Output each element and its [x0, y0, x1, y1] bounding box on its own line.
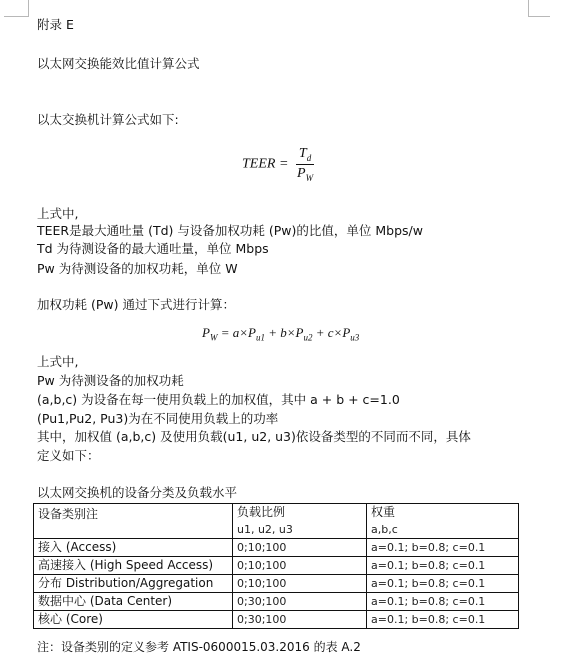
- teer-lhs: TEER: [242, 156, 276, 172]
- teer-denominator: $P_W$: [297, 165, 314, 183]
- pw-term-c: $c\times P_{u3}$: [327, 325, 360, 343]
- teer-equals: =: [278, 156, 289, 172]
- table-note: 注：设备类别的定义参考 ATIS-0600015.03.2016 的表 A.2: [37, 640, 361, 654]
- crop-mark-right-horizontal: [528, 16, 550, 17]
- header-weights: 权重 a,b,c: [367, 504, 519, 539]
- table-row: [34, 611, 519, 629]
- header-load-ratio: 负载比例 u1, u2, u3: [233, 504, 367, 539]
- cell-loads: 0;10;100: [233, 557, 367, 575]
- pw-plus-1: +: [268, 325, 277, 340]
- cell-weights: a=0.1; b=0.8; c=0.1: [367, 593, 519, 611]
- para2-line3: (a,b,c) 为设备在每一使用负载上的加权值，其中 a + b + c=1.0: [37, 392, 400, 407]
- table-row: [34, 539, 519, 557]
- cell-weights: a=0.1; b=0.8; c=0.1: [367, 611, 519, 629]
- crop-mark-left-vertical: [28, 0, 29, 16]
- pw-lhs: $P_W$: [202, 325, 218, 343]
- intro-text: 以太交换机计算公式如下:: [37, 112, 179, 127]
- para2-line2: Pw 为待测设备的加权功耗: [37, 373, 184, 388]
- subheader-weights: a,b,c: [371, 523, 398, 536]
- cell-loads: 0;10;100: [233, 539, 367, 557]
- para1-line3: Td 为待测设备的最大通吐量，单位 Mbps: [37, 241, 269, 256]
- teer-formula: [242, 146, 314, 183]
- cell-weights: a=0.1; b=0.8; c=0.1: [367, 539, 519, 557]
- table-caption: 以太网交换机的设备分类及负载水平: [37, 485, 238, 500]
- cell-loads: 0;30;100: [233, 593, 367, 611]
- appendix-label: 附录 E: [37, 17, 74, 32]
- cell-weights: a=0.1; b=0.8; c=0.1: [367, 557, 519, 575]
- cell-weights: a=0.1; b=0.8; c=0.1: [367, 575, 519, 593]
- subheader-loads: u1, u2, u3: [237, 523, 293, 536]
- cell-loads: 0;10;100: [233, 575, 367, 593]
- table-row: [34, 593, 519, 611]
- teer-fraction: [296, 146, 314, 183]
- para2-line1: 上式中,: [37, 354, 79, 369]
- cell-class: 分布 Distribution/Aggregation: [34, 575, 233, 593]
- device-class-table: [33, 503, 519, 629]
- para2-line5: 其中，加权值 (a,b,c) 及使用负载(u1, u2, u3)依设备类型的不同而不同，具体: [37, 429, 471, 444]
- weighted-power-intro: 加权功耗 (Pw) 通过下式进行计算：: [37, 297, 235, 312]
- pw-term-b: $b\times P_{u2}$: [280, 325, 313, 343]
- crop-mark-right-vertical: [528, 0, 529, 16]
- para1-line1: 上式中,: [37, 206, 79, 221]
- pw-formula: [202, 325, 359, 343]
- table-row: [34, 575, 519, 593]
- section-title: 以太网交换能效比值计算公式: [37, 56, 200, 71]
- pw-term-a: $a\times P_{u1}$: [232, 325, 265, 343]
- teer-numerator: $T_d$: [296, 146, 314, 165]
- cell-class: 接入 (Access): [34, 539, 233, 557]
- table-header-row: [34, 504, 519, 539]
- para1-line2: TEER是最大通吐量 (Td) 与设备加权功耗 (Pw)的比值，单位 Mbps/w: [37, 223, 423, 238]
- pw-plus-2: +: [315, 325, 325, 340]
- cell-class: 数据中心 (Data Center): [34, 593, 233, 611]
- cell-class: 核心 (Core): [34, 611, 233, 629]
- para1-line4: Pw 为待测设备的加权功耗，单位 W: [37, 261, 238, 276]
- cell-class: 高速接入 (High Speed Access): [34, 557, 233, 575]
- cell-loads: 0;30;100: [233, 611, 367, 629]
- header-device-class: 设备类别注: [34, 504, 233, 539]
- table-row: [34, 557, 519, 575]
- para2-line4: (Pu1,Pu2, Pu3)为在不同使用负载上的功率: [37, 411, 279, 426]
- pw-equals: =: [220, 325, 230, 340]
- para2-line6: 定义如下：: [37, 448, 100, 463]
- crop-mark-left-horizontal: [4, 16, 29, 17]
